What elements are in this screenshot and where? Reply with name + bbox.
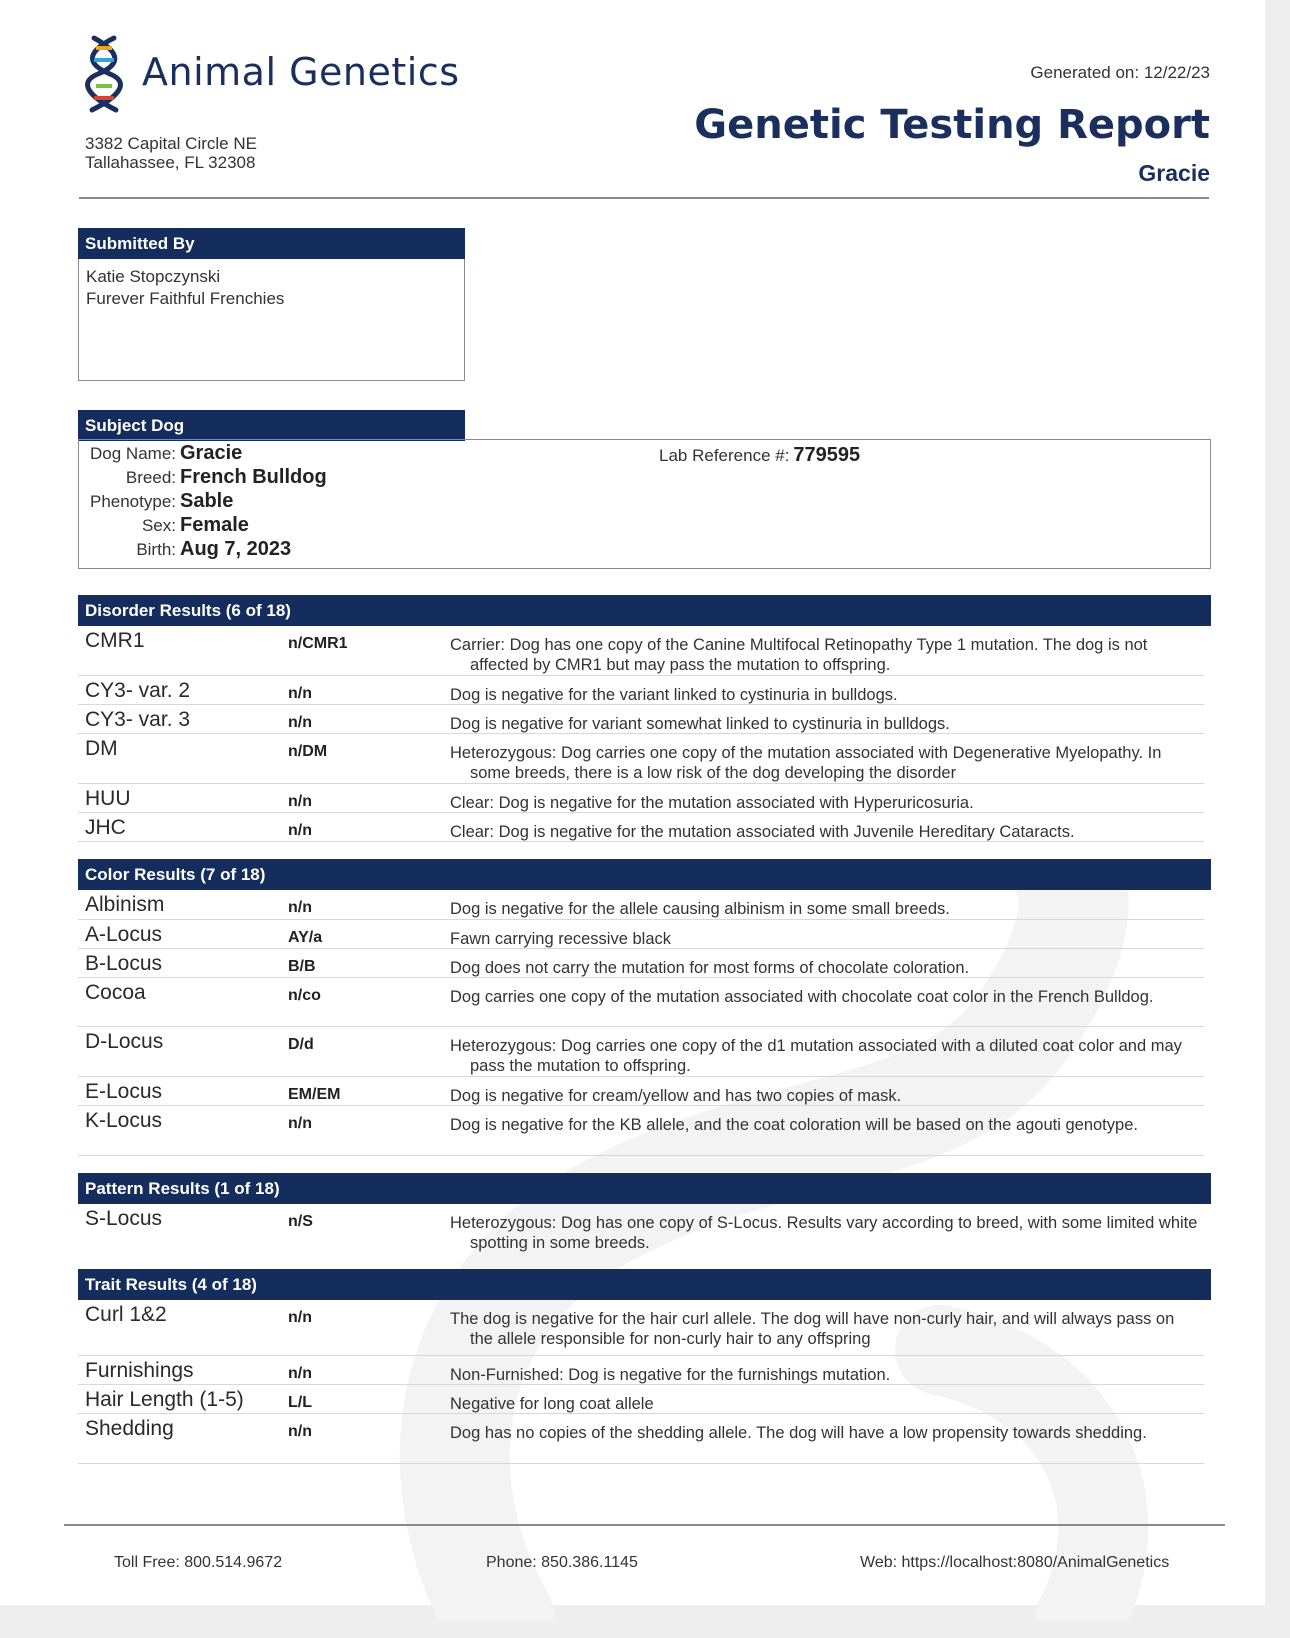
result-genotype: B/B bbox=[288, 958, 316, 975]
address-line-1: 3382 Capital Circle NE bbox=[85, 134, 257, 153]
result-description: Dog is negative for the KB allele, and the coat coloration will be based on the agouti genotype. bbox=[450, 1116, 1138, 1134]
result-name: Hair Length (1-5) bbox=[85, 1388, 244, 1411]
lab-reference-value: 779595 bbox=[793, 444, 861, 466]
result-row bbox=[78, 1385, 1204, 1414]
section-title: Color Results (7 of 18) bbox=[78, 859, 1211, 890]
result-row bbox=[78, 949, 1204, 978]
result-name: CY3- var. 2 bbox=[85, 679, 191, 702]
result-description: Dog does not carry the mutation for most forms of chocolate coloration. bbox=[450, 959, 970, 977]
birth-label: Birth: bbox=[136, 540, 176, 559]
result-genotype: AY/a bbox=[288, 929, 323, 946]
breed-label: Breed: bbox=[125, 468, 176, 487]
result-name: D-Locus bbox=[85, 1030, 164, 1053]
submitted-by-title: Submitted By bbox=[78, 228, 465, 259]
result-row bbox=[78, 626, 1204, 676]
result-name: K-Locus bbox=[85, 1109, 163, 1132]
result-row bbox=[78, 1027, 1204, 1077]
result-genotype: n/CMR1 bbox=[288, 635, 348, 652]
result-description: Heterozygous: Dog carries one copy of the mutation associated with Degenerative Myelopathy. In some breeds, there is a low risk of the dog developing the disorder bbox=[450, 744, 1162, 782]
breed-value: French Bulldog bbox=[180, 466, 327, 488]
result-row bbox=[78, 920, 1204, 949]
result-row bbox=[78, 978, 1204, 1027]
result-genotype: EM/EM bbox=[288, 1086, 341, 1103]
result-row bbox=[78, 1414, 1204, 1464]
result-genotype: n/n bbox=[288, 822, 312, 839]
disorder-results-section bbox=[78, 595, 1211, 842]
result-row bbox=[78, 1106, 1204, 1156]
result-row bbox=[78, 705, 1204, 734]
result-name: Furnishings bbox=[85, 1359, 194, 1382]
birth-value: Aug 7, 2023 bbox=[180, 538, 292, 560]
subject-dog-header bbox=[78, 410, 465, 441]
section-title: Disorder Results (6 of 18) bbox=[78, 595, 1211, 626]
result-genotype: n/n bbox=[288, 793, 312, 810]
result-genotype: D/d bbox=[288, 1036, 314, 1053]
subject-dog-title: Subject Dog bbox=[78, 410, 465, 441]
report-header bbox=[80, 30, 1210, 210]
result-name: CY3- var. 3 bbox=[85, 708, 191, 731]
footer-phone: Phone: 850.386.1145 bbox=[486, 1554, 638, 1571]
result-name: Shedding bbox=[85, 1417, 174, 1440]
result-genotype: n/n bbox=[288, 1365, 312, 1382]
result-description: Negative for long coat allele bbox=[450, 1395, 654, 1413]
report-title: Genetic Testing Report bbox=[694, 102, 1210, 148]
dog-name-label: Dog Name: bbox=[90, 444, 176, 463]
subject-dog-panel bbox=[78, 439, 1211, 569]
report-dog-name: Gracie bbox=[1138, 160, 1210, 186]
phenotype-label: Phenotype: bbox=[89, 492, 176, 511]
result-name: B-Locus bbox=[85, 952, 163, 975]
field-dog-name bbox=[84, 442, 242, 465]
result-genotype: n/n bbox=[288, 714, 312, 731]
result-description: Heterozygous: Dog has one copy of S-Locus. Results vary according to breed, with some limited white spotting in some breeds. bbox=[450, 1214, 1198, 1252]
submitted-by-panel bbox=[78, 228, 465, 381]
section-title: Trait Results (4 of 18) bbox=[78, 1269, 1211, 1300]
header-divider bbox=[79, 197, 1209, 199]
result-description: Dog has no copies of the shedding allele. The dog will have a low propensity towards shedding. bbox=[450, 1424, 1147, 1442]
result-description: Dog is negative for variant somewhat linked to cystinuria in bulldogs. bbox=[450, 715, 950, 733]
result-description: Dog is negative for the variant linked to cystinuria in bulldogs. bbox=[450, 686, 898, 704]
result-description: Carrier: Dog has one copy of the Canine Multifocal Retinopathy Type 1 mutation. The dog is not affected by CMR1 but may pass the mutation to offspring. bbox=[450, 636, 1148, 674]
submitter-kennel: Furever Faithful Frenchies bbox=[86, 289, 285, 308]
result-description: Fawn carrying recessive black bbox=[450, 930, 671, 948]
result-genotype: n/DM bbox=[288, 743, 328, 760]
field-phenotype bbox=[84, 490, 233, 513]
pattern-results-section bbox=[78, 1173, 1211, 1260]
result-description: Dog is negative for the allele causing albinism in some small breeds. bbox=[450, 900, 950, 918]
lab-reference bbox=[659, 444, 860, 467]
footer-divider bbox=[64, 1524, 1225, 1526]
company-address bbox=[85, 134, 257, 172]
result-description: Non-Furnished: Dog is negative for the furnishings mutation. bbox=[450, 1366, 891, 1384]
result-name: S-Locus bbox=[85, 1207, 163, 1230]
result-genotype: n/n bbox=[288, 1115, 312, 1132]
result-row bbox=[78, 784, 1204, 813]
result-genotype: n/n bbox=[288, 1423, 312, 1440]
submitted-by-body bbox=[78, 259, 465, 381]
dog-name-value: Gracie bbox=[180, 442, 243, 464]
result-name: Cocoa bbox=[85, 981, 146, 1004]
result-description: Clear: Dog is negative for the mutation associated with Juvenile Hereditary Cataracts. bbox=[450, 823, 1075, 841]
result-name: E-Locus bbox=[85, 1080, 163, 1103]
dna-logo-icon bbox=[80, 34, 128, 114]
result-row bbox=[78, 676, 1204, 705]
field-birth bbox=[84, 538, 291, 561]
phenotype-value: Sable bbox=[180, 490, 234, 512]
result-name: HUU bbox=[85, 787, 131, 810]
color-results-section bbox=[78, 859, 1211, 1156]
result-name: DM bbox=[85, 737, 118, 760]
generated-date: Generated on: 12/22/23 bbox=[1030, 63, 1210, 82]
result-genotype: n/S bbox=[288, 1213, 313, 1230]
sex-label: Sex: bbox=[141, 516, 176, 535]
lab-reference-label: Lab Reference #: bbox=[659, 446, 790, 465]
submitter-name: Katie Stopczynski bbox=[86, 267, 221, 286]
result-row bbox=[78, 1204, 1204, 1260]
result-genotype: L/L bbox=[288, 1394, 312, 1411]
result-name: CMR1 bbox=[85, 629, 145, 652]
result-genotype: n/n bbox=[288, 1309, 312, 1326]
result-description: Clear: Dog is negative for the mutation associated with Hyperuricosuria. bbox=[450, 794, 974, 812]
result-row bbox=[78, 890, 1204, 920]
result-row bbox=[78, 1356, 1204, 1385]
sex-value: Female bbox=[180, 514, 249, 536]
result-row bbox=[78, 1300, 1204, 1356]
result-row bbox=[78, 813, 1204, 842]
field-breed bbox=[84, 466, 327, 489]
result-name: Albinism bbox=[85, 893, 165, 916]
result-row bbox=[78, 1077, 1204, 1106]
result-description: Dog is negative for cream/yellow and has two copies of mask. bbox=[450, 1087, 902, 1105]
result-description: Heterozygous: Dog carries one copy of the d1 mutation associated with a diluted coat color and may pass the mutation to offspring. bbox=[450, 1037, 1182, 1075]
trait-results-section bbox=[78, 1269, 1211, 1464]
result-name: JHC bbox=[85, 816, 126, 839]
result-name: A-Locus bbox=[85, 923, 163, 946]
brand-name: Animal Genetics bbox=[142, 50, 460, 94]
footer-web-link[interactable]: Web: https://localhost:8080/AnimalGenetics bbox=[860, 1554, 1170, 1571]
result-genotype: n/n bbox=[288, 899, 312, 916]
address-line-2: Tallahassee, FL 32308 bbox=[85, 153, 256, 172]
result-description: Dog carries one copy of the mutation associated with chocolate coat color in the French Bulldog. bbox=[450, 988, 1154, 1006]
result-genotype: n/n bbox=[288, 685, 312, 702]
section-title: Pattern Results (1 of 18) bbox=[78, 1173, 1211, 1204]
footer-toll-free: Toll Free: 800.514.9672 bbox=[114, 1554, 283, 1571]
field-sex bbox=[84, 514, 249, 537]
result-description: The dog is negative for the hair curl allele. The dog will have non-curly hair, and will always pass on the allele responsible for non-curly hair to any offspring bbox=[450, 1310, 1175, 1348]
result-genotype: n/co bbox=[288, 987, 321, 1004]
result-row bbox=[78, 734, 1204, 784]
result-name: Curl 1&2 bbox=[85, 1303, 167, 1326]
